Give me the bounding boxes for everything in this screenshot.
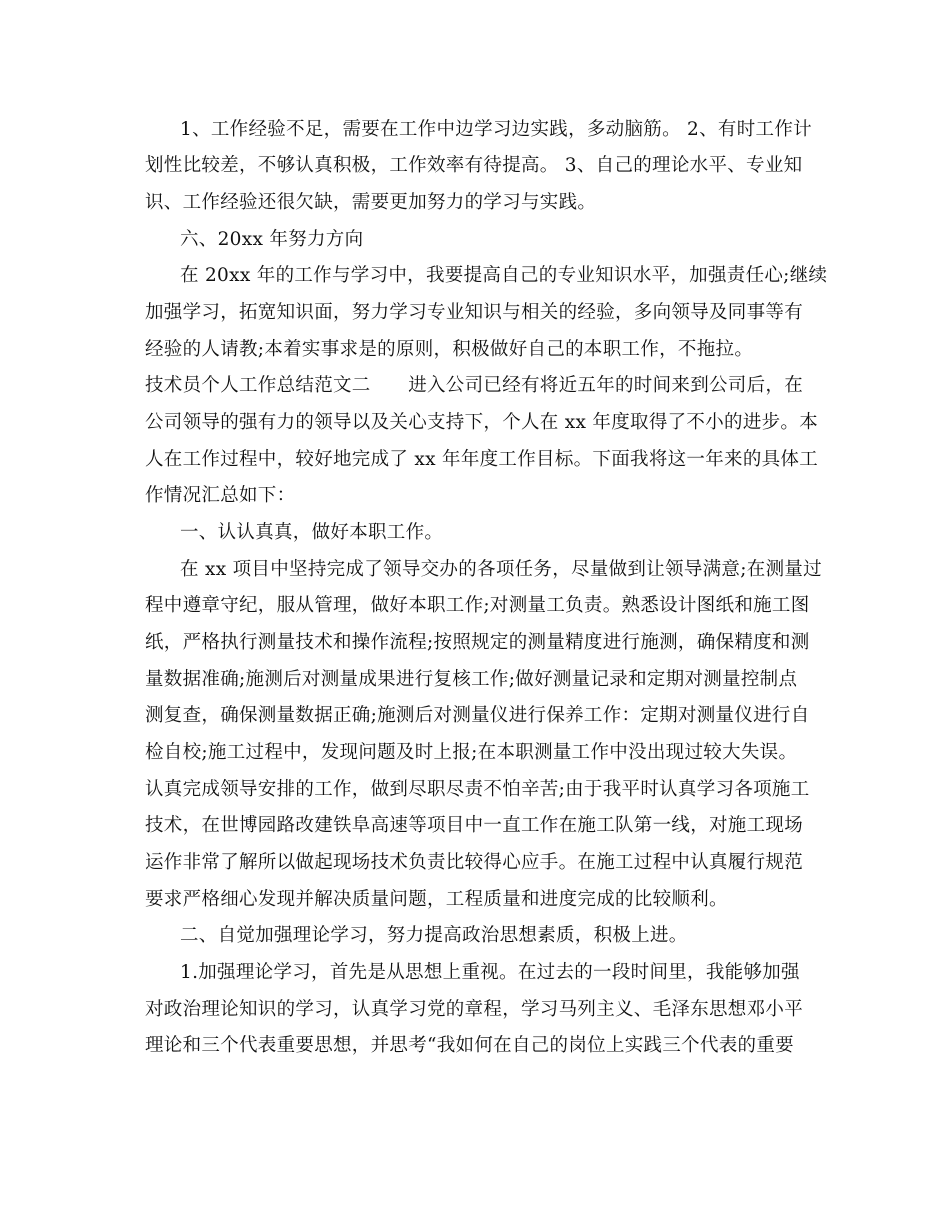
- text-line-16: 量数据准确;施测后对测量成果进行复核工作;做好测量记录和定期对测量控制点: [145, 669, 798, 690]
- text-line-5: 在 20xx 年的工作与学习中，我要提高自己的专业知识水平，加强责任心;继续: [180, 265, 828, 286]
- text-line-22: 要求严格细心发现并解决质量问题，工程质量和进度完成的比较顺利。: [145, 889, 728, 910]
- section-heading-one: 一、认认真真，做好本职工作。: [180, 522, 444, 543]
- text-line-1: 1、工作经验不足，需要在工作中边学习边实践，多动脑筋。 2、有时工作计: [180, 119, 812, 140]
- text-line-10: 人在工作过程中，较好地完成了 xx 年年度工作目标。下面我将这一年来的具体工: [145, 449, 819, 470]
- text-line-19: 认真完成领导安排的工作，做到尽职尽责不怕辛苦;由于我平时认真学习各项施工: [145, 779, 810, 800]
- text-line-26: 理论和三个代表重要思想，并思考“我如何在自己的岗位上实践三个代表的重要: [145, 1035, 794, 1056]
- text-line-6: 加强学习，拓宽知识面，努力学习专业知识与相关的经验，多向领导及同事等有: [145, 302, 804, 323]
- text-line-15: 纸，严格执行测量技术和操作流程;按照规定的测量精度进行施测，确保精度和测: [145, 632, 810, 653]
- section-heading-two: 二、自觉加强理论学习，努力提高政治思想素质，积极上进。: [180, 925, 688, 946]
- text-line-2: 划性比较差，不够认真积极，工作效率有待提高。 3、自己的理论水平、专业知: [145, 155, 803, 176]
- text-line-8: 技术员个人工作总结范文二 进入公司已经有将近五年的时间来到公司后，在: [145, 375, 804, 396]
- text-line-24: 1.加强理论学习，首先是从思想上重视。在过去的一段时间里，我能够加强: [180, 962, 800, 983]
- text-line-13: 在 xx 项目中坚持完成了领导交办的各项任务，尽量做到让领导满意;在测量过: [180, 559, 822, 580]
- text-line-21: 运作非常了解所以做起现场技术负责比较得心应手。在施工过程中认真履行规范: [145, 852, 804, 873]
- text-line-14: 程中遵章守纪，服从管理，做好本职工作;对测量工负责。熟悉设计图纸和施工图: [145, 595, 810, 616]
- text-line-20: 技术，在世博园路改建铁阜高速等项目中一直工作在施工队第一线，对施工现场: [145, 815, 804, 836]
- text-line-7: 经验的人请教;本着实事求是的原则，积极做好自己的本职工作，不拖拉。: [145, 339, 754, 360]
- text-line-11: 作情况汇总如下：: [145, 485, 296, 506]
- text-line-9: 公司领导的强有力的领导以及关心支持下，个人在 xx 年度取得了不小的进步。本: [145, 412, 819, 433]
- text-line-18: 检自校;施工过程中，发现问题及时上报;在本职测量工作中没出现过较大失误。: [145, 742, 798, 763]
- text-line-17: 测复查，确保测量数据正确;施测后对测量仪进行保养工作：定期对测量仪进行自: [145, 705, 810, 726]
- text-line-25: 对政治理论知识的学习，认真学习党的章程，学习马列主义、毛泽东思想邓小平: [145, 999, 804, 1020]
- text-line-3: 识、工作经验还很欠缺，需要更加努力的学习与实践。: [145, 192, 597, 213]
- section-heading-six: 六、20xx 年努力方向: [180, 229, 364, 250]
